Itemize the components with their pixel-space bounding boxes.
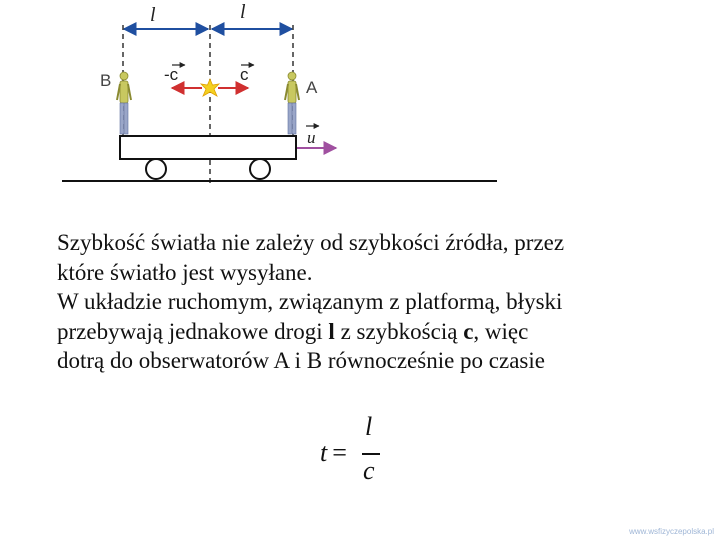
observer-b-label: B — [100, 71, 112, 90]
text-line-4 — [57, 317, 697, 347]
watermark: www.wsfizyczepolska.pl — [629, 527, 714, 536]
formula-lhs — [320, 438, 347, 468]
observer-a-figure — [285, 72, 299, 134]
formula — [318, 412, 398, 492]
text-line-3: W układzie ruchomym, związanym z platformą, błyski — [57, 289, 563, 314]
formula-denominator: c — [363, 456, 375, 485]
text-bold-c: c — [463, 318, 474, 344]
dimension-right-label: l — [240, 1, 246, 23]
text-line-4-c: z szybkością — [334, 318, 464, 344]
text-bold-l: l — [328, 318, 335, 344]
platform — [120, 136, 296, 159]
description-text — [57, 228, 697, 376]
text-line-2: które światło jest wysyłane. — [57, 259, 313, 285]
text-line-5: dotrą do obserwatorów A i B równocześnie po czasie — [57, 348, 545, 373]
flash-right-label: c — [240, 65, 249, 84]
formula-t: t — [320, 438, 328, 467]
wheel-right — [250, 159, 270, 179]
text-line-4-e: , więc — [473, 318, 529, 344]
dimension-left-label: l — [150, 4, 156, 26]
text-line-4-a: przebywają jednakowe drogi — [57, 318, 329, 344]
flash-star-icon — [201, 79, 219, 96]
platform-diagram — [0, 0, 720, 220]
velocity-label: u — [307, 128, 316, 147]
observer-a-label: A — [306, 78, 318, 97]
formula-fraction-bar — [362, 453, 380, 455]
wheel-left — [146, 159, 166, 179]
observer-b-figure — [117, 72, 131, 134]
flash-left-label: -c — [164, 65, 179, 84]
formula-equals: = — [332, 438, 347, 467]
text-line-1: Szybkość światła nie zależy od szybkości źródła, przez — [57, 230, 565, 255]
formula-numerator: l — [365, 412, 373, 441]
